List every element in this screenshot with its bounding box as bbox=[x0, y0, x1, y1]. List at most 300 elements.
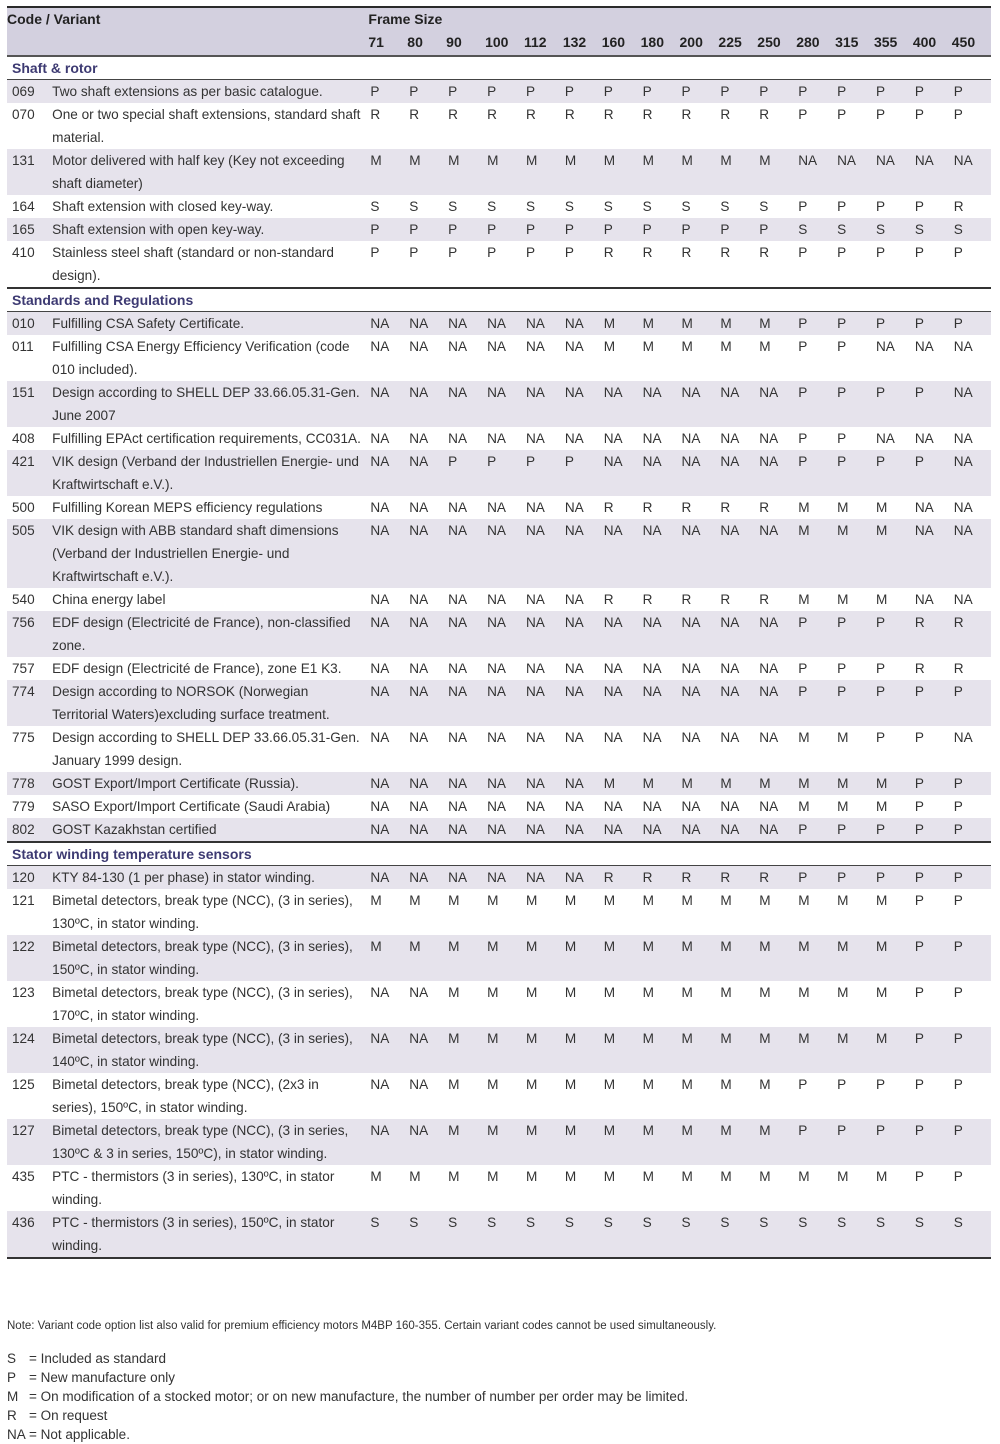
availability-cell: M bbox=[875, 1169, 888, 1184]
availability-cell: P bbox=[952, 866, 991, 890]
availability-cell: P bbox=[913, 866, 952, 890]
availability-cell: P bbox=[952, 241, 991, 288]
availability-cell: M bbox=[641, 935, 680, 981]
variant-description: Bimetal detectors, break type (NCC), (2x3 in series), 150ºC, in stator winding. bbox=[52, 1077, 319, 1115]
availability-cell: P bbox=[407, 241, 446, 288]
availability-cell: NA bbox=[448, 592, 468, 607]
availability-cell: R bbox=[642, 592, 653, 607]
availability-cell: P bbox=[680, 80, 719, 104]
availability-cell: P bbox=[952, 772, 991, 795]
availability-cell: M bbox=[564, 1077, 577, 1092]
availability-cell: R bbox=[370, 107, 381, 122]
legend-item bbox=[7, 1406, 688, 1425]
availability-cell: M bbox=[448, 985, 460, 1000]
availability-cell: NA bbox=[564, 730, 584, 745]
header-row-frame-sizes bbox=[7, 31, 991, 56]
availability-cell: M bbox=[524, 935, 563, 981]
availability-cell: R bbox=[681, 592, 692, 607]
availability-cell: R bbox=[448, 107, 458, 122]
frame-size-200: 200 bbox=[680, 31, 719, 56]
availability-cell: R bbox=[759, 592, 770, 607]
availability-cell: P bbox=[837, 661, 847, 676]
availability-cell: NA bbox=[368, 1119, 407, 1165]
availability-cell: P bbox=[874, 1119, 913, 1165]
availability-cell: NA bbox=[446, 519, 485, 588]
section-header bbox=[7, 288, 991, 312]
availability-cell: NA bbox=[759, 730, 779, 745]
availability-cell: M bbox=[407, 935, 446, 981]
availability-cell: M bbox=[875, 592, 888, 607]
table-row bbox=[7, 726, 991, 772]
availability-cell: NA bbox=[448, 500, 468, 515]
variant-description: China energy label bbox=[52, 592, 166, 607]
availability-cell: NA bbox=[409, 661, 429, 676]
availability-cell: NA bbox=[448, 730, 468, 745]
availability-cell: M bbox=[525, 1169, 538, 1184]
availability-cell: S bbox=[485, 1211, 524, 1258]
availability-cell: R bbox=[602, 241, 641, 288]
availability-cell: NA bbox=[642, 730, 662, 745]
availability-cell: S bbox=[835, 218, 874, 241]
variant-description: Bimetal detectors, break type (NCC), (3 in series), 140ºC, in stator winding. bbox=[45, 1027, 368, 1073]
availability-cell: M bbox=[487, 985, 499, 1000]
availability-cell: P bbox=[914, 985, 924, 1000]
availability-cell: M bbox=[448, 1077, 460, 1092]
legend-item bbox=[7, 1425, 688, 1444]
availability-cell: P bbox=[602, 218, 641, 241]
table-row bbox=[7, 195, 991, 218]
availability-cell: NA bbox=[485, 611, 524, 657]
availability-cell: P bbox=[913, 1119, 952, 1165]
availability-cell: NA bbox=[525, 500, 545, 515]
availability-cell: M bbox=[368, 149, 407, 195]
availability-cell: NA bbox=[602, 680, 641, 726]
availability-cell: M bbox=[681, 1169, 693, 1184]
availability-cell: NA bbox=[525, 661, 545, 676]
availability-cell: M bbox=[485, 1119, 524, 1165]
availability-cell: NA bbox=[602, 519, 641, 588]
table-row bbox=[7, 241, 991, 288]
availability-cell: M bbox=[446, 149, 485, 195]
availability-cell: M bbox=[641, 312, 680, 336]
availability-cell: R bbox=[487, 107, 497, 122]
variant-description: Fulfilling CSA Safety Certificate. bbox=[45, 312, 368, 336]
header-row-1 bbox=[7, 7, 991, 31]
availability-cell: NA bbox=[718, 381, 757, 427]
frame-size-71: 71 bbox=[368, 31, 407, 56]
variant-description: EDF design (Electricité de France), non-classified zone. bbox=[45, 611, 368, 657]
availability-cell: S bbox=[603, 199, 613, 214]
availability-cell: NA bbox=[485, 312, 524, 336]
legend-symbol: R bbox=[7, 1408, 17, 1423]
availability-cell: NA bbox=[641, 450, 680, 496]
availability-cell: P bbox=[914, 199, 924, 214]
availability-cell: NA bbox=[370, 730, 390, 745]
availability-cell: M bbox=[835, 1027, 874, 1073]
availability-cell: P bbox=[874, 818, 913, 842]
availability-cell: M bbox=[796, 772, 835, 795]
availability-cell: NA bbox=[446, 381, 485, 427]
availability-cell: NA bbox=[563, 381, 602, 427]
availability-cell: NA bbox=[448, 661, 468, 676]
availability-cell: P bbox=[913, 450, 952, 496]
availability-cell: M bbox=[642, 339, 654, 354]
availability-cell: NA bbox=[563, 519, 602, 588]
availability-cell: R bbox=[759, 107, 770, 122]
availability-cell: M bbox=[642, 893, 654, 908]
availability-cell: M bbox=[720, 985, 732, 1000]
availability-cell: P bbox=[914, 893, 924, 908]
variant-code: 131 bbox=[7, 149, 45, 195]
availability-cell: NA bbox=[368, 519, 407, 588]
availability-cell: P bbox=[798, 1077, 808, 1092]
availability-cell: NA bbox=[563, 772, 602, 795]
frame-size-400: 400 bbox=[913, 31, 952, 56]
availability-cell: NA bbox=[409, 431, 429, 446]
availability-cell: NA bbox=[524, 680, 563, 726]
availability-cell: M bbox=[796, 519, 835, 588]
availability-cell: M bbox=[602, 772, 641, 795]
availability-cell: S bbox=[602, 1211, 641, 1258]
availability-cell: P bbox=[837, 107, 847, 122]
legend-item bbox=[7, 1368, 688, 1387]
legend-text: = New manufacture only bbox=[29, 1370, 175, 1385]
variant-description: KTY 84-130 (1 per phase) in stator winding. bbox=[45, 866, 368, 890]
availability-cell: NA bbox=[564, 799, 584, 814]
availability-cell: M bbox=[759, 893, 771, 908]
availability-cell: NA bbox=[525, 799, 545, 814]
variant-description: Shaft extension with open key-way. bbox=[45, 218, 368, 241]
availability-cell: NA bbox=[759, 799, 779, 814]
availability-cell: R bbox=[681, 107, 692, 122]
availability-cell: P bbox=[913, 381, 952, 427]
availability-cell: NA bbox=[370, 799, 390, 814]
availability-cell: P bbox=[835, 680, 874, 726]
availability-cell: M bbox=[642, 985, 654, 1000]
availability-cell: NA bbox=[681, 431, 701, 446]
availability-cell: M bbox=[798, 985, 810, 1000]
table-row bbox=[7, 496, 991, 519]
availability-cell: NA bbox=[952, 381, 991, 427]
legend-item bbox=[7, 1387, 688, 1406]
variant-code: 757 bbox=[12, 661, 35, 676]
availability-cell: P bbox=[796, 241, 835, 288]
availability-cell: M bbox=[485, 935, 524, 981]
availability-cell: NA bbox=[487, 339, 506, 354]
variant-code: 124 bbox=[7, 1027, 45, 1073]
availability-cell: NA bbox=[681, 730, 701, 745]
table-row bbox=[7, 935, 991, 981]
availability-cell: M bbox=[563, 149, 602, 195]
variant-code: 500 bbox=[12, 500, 35, 515]
availability-cell: R bbox=[681, 500, 692, 515]
availability-cell: P bbox=[796, 818, 835, 842]
availability-cell: M bbox=[681, 893, 693, 908]
availability-cell: NA bbox=[446, 611, 485, 657]
availability-cell: NA bbox=[485, 519, 524, 588]
availability-cell: NA bbox=[641, 680, 680, 726]
availability-cell: NA bbox=[953, 730, 973, 745]
availability-cell: NA bbox=[602, 381, 641, 427]
availability-cell: NA bbox=[641, 519, 680, 588]
availability-cell: M bbox=[798, 799, 810, 814]
availability-cell: P bbox=[914, 1169, 924, 1184]
availability-cell: NA bbox=[525, 730, 545, 745]
availability-cell: M bbox=[368, 935, 407, 981]
availability-cell: NA bbox=[913, 149, 952, 195]
availability-cell: S bbox=[874, 218, 913, 241]
availability-cell: P bbox=[796, 312, 835, 336]
frame-size-100: 100 bbox=[485, 31, 524, 56]
availability-cell: M bbox=[680, 312, 719, 336]
availability-cell: NA bbox=[368, 312, 407, 336]
availability-cell: NA bbox=[603, 431, 623, 446]
variant-code: 756 bbox=[7, 611, 45, 657]
variant-description: Design according to SHELL DEP 33.66.05.31-Gen. June 2007 bbox=[45, 381, 368, 427]
availability-cell: M bbox=[875, 893, 888, 908]
availability-cell: M bbox=[603, 985, 616, 1000]
availability-cell: M bbox=[485, 149, 524, 195]
availability-cell: NA bbox=[485, 680, 524, 726]
availability-cell: M bbox=[563, 1027, 602, 1073]
availability-cell: M bbox=[446, 1027, 485, 1073]
availability-cell: NA bbox=[409, 1077, 429, 1092]
availability-cell: R bbox=[953, 199, 964, 214]
availability-cell: R bbox=[641, 241, 680, 288]
section-header bbox=[7, 842, 991, 866]
availability-cell: M bbox=[563, 935, 602, 981]
availability-cell: NA bbox=[914, 500, 934, 515]
availability-cell: M bbox=[757, 935, 796, 981]
availability-cell: NA bbox=[524, 772, 563, 795]
legend-symbol: NA bbox=[7, 1427, 26, 1442]
availability-cell: NA bbox=[446, 680, 485, 726]
availability-cell: NA bbox=[718, 450, 757, 496]
availability-cell: M bbox=[720, 1169, 732, 1184]
availability-cell: NA bbox=[368, 450, 407, 496]
availability-cell: P bbox=[835, 818, 874, 842]
availability-cell: NA bbox=[409, 500, 429, 515]
availability-cell: M bbox=[718, 935, 757, 981]
availability-cell: M bbox=[874, 519, 913, 588]
availability-cell: M bbox=[874, 935, 913, 981]
availability-cell: NA bbox=[525, 431, 545, 446]
availability-cell: S bbox=[952, 1211, 991, 1258]
availability-cell: M bbox=[524, 1027, 563, 1073]
variant-code: 435 bbox=[12, 1169, 35, 1184]
availability-cell: M bbox=[798, 500, 810, 515]
availability-cell: NA bbox=[485, 772, 524, 795]
table-row bbox=[7, 657, 991, 680]
availability-cell: NA bbox=[487, 500, 506, 515]
availability-cell: R bbox=[603, 107, 614, 122]
availability-cell: NA bbox=[525, 339, 545, 354]
variant-description: GOST Kazakhstan certified bbox=[45, 818, 368, 842]
variant-description: GOST Export/Import Certificate (Russia). bbox=[45, 772, 368, 795]
availability-cell: NA bbox=[446, 312, 485, 336]
availability-cell: P bbox=[524, 241, 563, 288]
availability-cell: P bbox=[602, 80, 641, 104]
availability-cell: NA bbox=[602, 611, 641, 657]
availability-cell: S bbox=[368, 1211, 407, 1258]
availability-cell: NA bbox=[952, 519, 991, 588]
availability-cell: NA bbox=[875, 431, 895, 446]
table-row bbox=[7, 80, 991, 104]
availability-cell: P bbox=[563, 218, 602, 241]
table-row bbox=[7, 981, 991, 1027]
availability-cell: NA bbox=[914, 592, 934, 607]
availability-cell: NA bbox=[835, 149, 874, 195]
availability-cell: P bbox=[913, 80, 952, 104]
variant-description: Fulfilling CSA Energy Efficiency Verification (code 010 included). bbox=[52, 339, 350, 377]
availability-cell: S bbox=[835, 1211, 874, 1258]
availability-cell: S bbox=[796, 1211, 835, 1258]
availability-cell: NA bbox=[564, 592, 584, 607]
availability-cell: NA bbox=[370, 431, 390, 446]
availability-cell: P bbox=[368, 218, 407, 241]
availability-cell: NA bbox=[448, 799, 468, 814]
availability-cell: P bbox=[953, 893, 963, 908]
variant-description: PTC - thermistors (3 in series), 130ºC, in stator winding. bbox=[52, 1169, 335, 1207]
availability-cell: R bbox=[759, 500, 770, 515]
availability-cell: S bbox=[487, 199, 497, 214]
availability-cell: NA bbox=[953, 592, 973, 607]
availability-cell: R bbox=[757, 241, 796, 288]
availability-cell: S bbox=[796, 218, 835, 241]
availability-cell: P bbox=[914, 799, 924, 814]
availability-cell: NA bbox=[875, 339, 895, 354]
availability-cell: R bbox=[642, 500, 653, 515]
availability-cell: M bbox=[641, 149, 680, 195]
table-row bbox=[7, 1073, 991, 1119]
availability-cell: S bbox=[718, 1211, 757, 1258]
table-row bbox=[7, 149, 991, 195]
variant-code: 436 bbox=[7, 1211, 45, 1258]
availability-cell: R bbox=[642, 107, 653, 122]
availability-cell: NA bbox=[602, 450, 641, 496]
availability-cell: P bbox=[368, 80, 407, 104]
variant-description: Design according to SHELL DEP 33.66.05.31-Gen. January 1999 design. bbox=[52, 730, 360, 768]
availability-cell: NA bbox=[563, 312, 602, 336]
availability-cell: P bbox=[718, 218, 757, 241]
availability-cell: M bbox=[642, 1169, 654, 1184]
availability-cell: M bbox=[602, 1119, 641, 1165]
variant-description: One or two special shaft extensions, standard shaft material. bbox=[52, 107, 361, 145]
availability-cell: M bbox=[564, 893, 577, 908]
availability-cell: M bbox=[641, 1027, 680, 1073]
availability-cell: P bbox=[757, 218, 796, 241]
table-row bbox=[7, 1165, 991, 1211]
availability-cell: M bbox=[409, 893, 421, 908]
variant-description: Bimetal detectors, break type (NCC), (3 in series), 170ºC, in stator winding. bbox=[52, 985, 353, 1023]
availability-cell: NA bbox=[524, 312, 563, 336]
availability-cell: NA bbox=[603, 799, 623, 814]
availability-cell: NA bbox=[720, 431, 740, 446]
availability-cell: P bbox=[953, 107, 963, 122]
availability-cell: NA bbox=[407, 818, 446, 842]
availability-cell: M bbox=[759, 339, 771, 354]
availability-cell: P bbox=[407, 218, 446, 241]
availability-cell: S bbox=[913, 1211, 952, 1258]
availability-cell: NA bbox=[757, 818, 796, 842]
variant-code: 165 bbox=[7, 218, 45, 241]
availability-cell: R bbox=[914, 661, 925, 676]
availability-cell: M bbox=[681, 1077, 693, 1092]
frame-size-160: 160 bbox=[602, 31, 641, 56]
availability-cell: M bbox=[718, 1027, 757, 1073]
variant-description: PTC - thermistors (3 in series), 150ºC, in stator winding. bbox=[45, 1211, 368, 1258]
availability-cell: NA bbox=[370, 985, 390, 1000]
availability-cell: R bbox=[409, 107, 420, 122]
availability-cell: M bbox=[603, 339, 616, 354]
availability-cell: NA bbox=[368, 611, 407, 657]
availability-cell: P bbox=[798, 431, 808, 446]
legend-text: = On modification of a stocked motor; or on new manufacture, the number of number per order may be limited. bbox=[29, 1389, 689, 1404]
availability-cell: NA bbox=[407, 680, 446, 726]
availability-cell: M bbox=[680, 935, 719, 981]
table-row bbox=[7, 1119, 991, 1165]
availability-cell: NA bbox=[370, 339, 390, 354]
legend-text: = Included as standard bbox=[29, 1351, 166, 1366]
availability-cell: NA bbox=[446, 866, 485, 890]
availability-cell: NA bbox=[409, 339, 429, 354]
availability-cell: R bbox=[525, 107, 536, 122]
availability-cell: M bbox=[602, 149, 641, 195]
availability-cell: S bbox=[564, 199, 574, 214]
availability-cell: M bbox=[448, 1169, 460, 1184]
variant-code: 125 bbox=[12, 1077, 35, 1092]
variant-code: 070 bbox=[12, 107, 35, 122]
availability-cell: P bbox=[952, 80, 991, 104]
availability-cell: P bbox=[485, 241, 524, 288]
availability-cell: S bbox=[680, 1211, 719, 1258]
availability-cell: P bbox=[913, 680, 952, 726]
availability-cell: M bbox=[798, 730, 810, 745]
availability-cell: NA bbox=[718, 611, 757, 657]
availability-cell: NA bbox=[563, 866, 602, 890]
availability-cell: NA bbox=[407, 866, 446, 890]
availability-cell: NA bbox=[524, 381, 563, 427]
availability-cell: M bbox=[563, 1119, 602, 1165]
availability-cell: M bbox=[757, 312, 796, 336]
availability-cell: P bbox=[874, 241, 913, 288]
variant-description: VIK design with ABB standard shaft dimensions (Verband der Industriellen Energie- und Kraftwirtschaft e.V.). bbox=[45, 519, 368, 588]
availability-cell: P bbox=[641, 80, 680, 104]
variant-code: 408 bbox=[12, 431, 35, 446]
availability-cell: R bbox=[680, 241, 719, 288]
availability-cell: R bbox=[952, 611, 991, 657]
availability-cell: P bbox=[835, 241, 874, 288]
availability-cell: P bbox=[798, 107, 808, 122]
availability-cell: P bbox=[875, 107, 886, 122]
availability-cell: P bbox=[446, 80, 485, 104]
availability-cell: M bbox=[837, 893, 849, 908]
availability-cell: P bbox=[485, 80, 524, 104]
variant-code: 505 bbox=[7, 519, 45, 588]
availability-cell: NA bbox=[642, 799, 662, 814]
availability-cell: M bbox=[525, 1077, 538, 1092]
frame-size-90: 90 bbox=[446, 31, 485, 56]
variant-code: 164 bbox=[12, 199, 35, 214]
availability-cell: NA bbox=[680, 450, 719, 496]
availability-cell: P bbox=[913, 935, 952, 981]
availability-cell: P bbox=[680, 218, 719, 241]
availability-cell: P bbox=[875, 1077, 886, 1092]
availability-cell: R bbox=[718, 241, 757, 288]
availability-cell: M bbox=[446, 935, 485, 981]
availability-cell: P bbox=[446, 241, 485, 288]
availability-cell: NA bbox=[564, 500, 584, 515]
